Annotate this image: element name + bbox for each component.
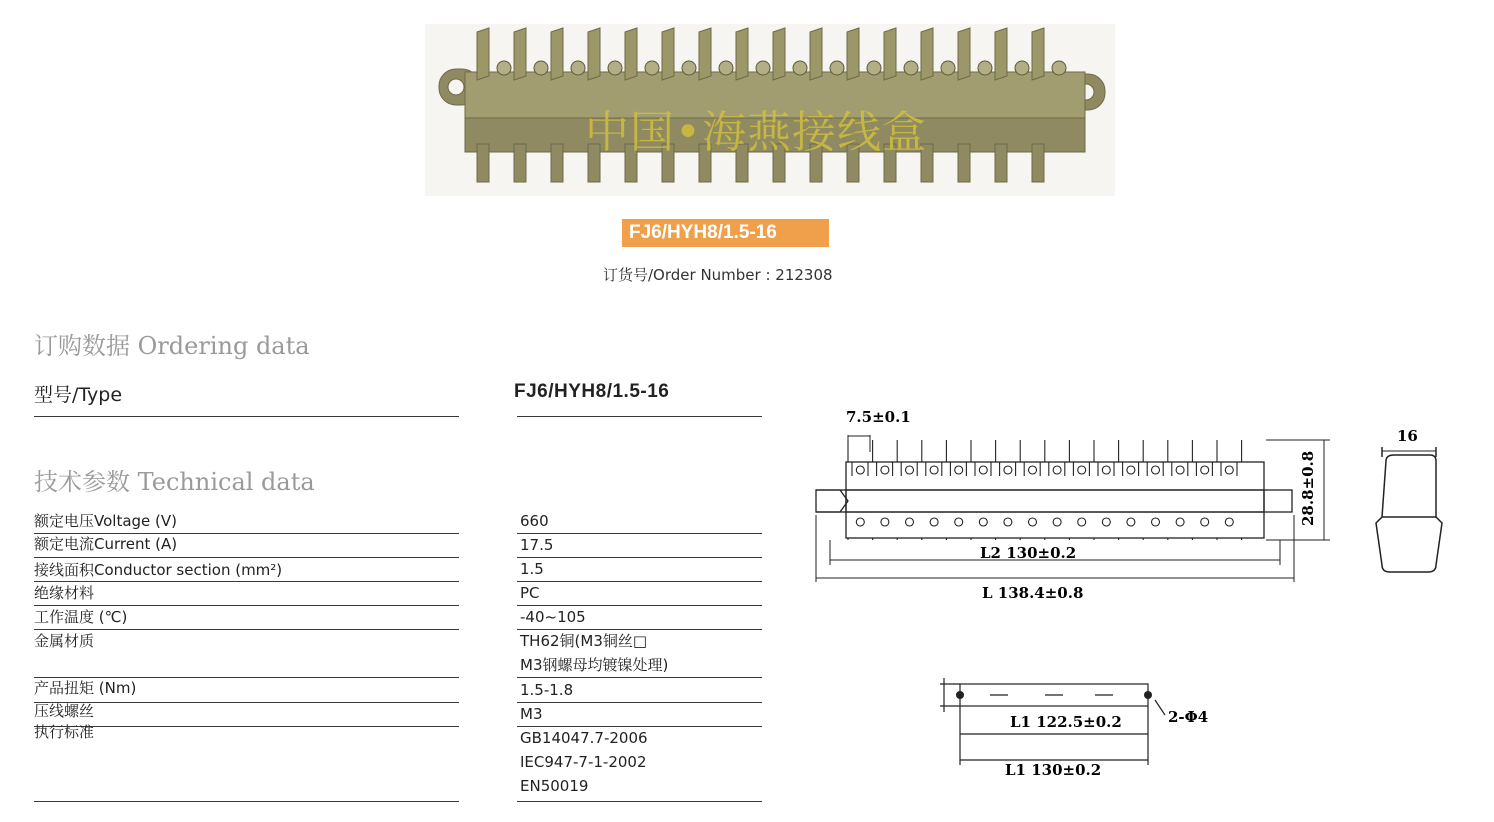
spec-label-temperature: 工作温度 (℃) xyxy=(34,608,128,626)
type-label: 型号/Type xyxy=(34,384,123,406)
spec-value-current: 17.5 xyxy=(520,536,554,554)
spec-value-insulation: PC xyxy=(520,584,540,602)
width-dimension: 16 xyxy=(1397,427,1418,445)
l-dimension: L 138.4±0.8 xyxy=(982,584,1084,602)
divider xyxy=(34,702,459,703)
order-number: 订货号/Order Number : 212308 xyxy=(603,266,833,284)
spec-label-conductor-section: 接线面积Conductor section (mm²) xyxy=(34,561,283,579)
spec-value-metal: TH62铜(M3铜丝□ xyxy=(520,632,648,650)
spec-label-insulation: 绝缘材料 xyxy=(34,584,95,602)
spec-label-metal: 金属材质 xyxy=(34,632,95,650)
divider xyxy=(34,581,459,582)
spec-value-voltage: 660 xyxy=(520,512,549,530)
divider xyxy=(517,702,762,703)
divider xyxy=(34,726,459,727)
divider xyxy=(34,557,459,558)
l1-bottom-dimension: L1 130±0.2 xyxy=(1005,761,1102,779)
divider xyxy=(34,801,459,802)
spec-label-standard: 执行标准 xyxy=(34,723,95,741)
model-badge: FJ6/HYH8/1.5-16 xyxy=(622,219,829,247)
divider xyxy=(517,801,762,802)
spec-value-temperature: -40~105 xyxy=(520,608,586,626)
holes-dimension: 2-Φ4 xyxy=(1168,708,1209,726)
l1-top-dimension: L1 122.5±0.2 xyxy=(1010,713,1122,731)
divider xyxy=(34,629,459,630)
pitch-dimension: 7.5±0.1 xyxy=(846,408,911,426)
technical-data-heading: 技术参数 Technical data xyxy=(34,468,315,496)
spec-value-standard-line2: IEC947-7-1-2002 xyxy=(520,753,647,771)
divider xyxy=(34,416,459,417)
divider xyxy=(517,557,762,558)
spec-value-standard: GB14047.7-2006 xyxy=(520,729,648,747)
spec-label-voltage: 额定电压Voltage (V) xyxy=(34,512,177,530)
spec-label-torque: 产品扭矩 (Nm) xyxy=(34,679,137,697)
divider xyxy=(517,581,762,582)
l2-dimension: L2 130±0.2 xyxy=(980,544,1077,562)
watermark-text: 中国•海燕接线盒 xyxy=(585,107,927,158)
spec-value-standard-line3: EN50019 xyxy=(520,777,589,795)
spec-label-current: 额定电流Current (A) xyxy=(34,535,178,553)
divider xyxy=(517,416,762,417)
dimension-drawing-side xyxy=(1372,425,1448,575)
height-dimension: 28.8±0.8 xyxy=(1299,450,1317,526)
dimension-drawing-bottom xyxy=(930,670,1230,780)
spec-value-conductor-section: 1.5 xyxy=(520,560,544,578)
spec-value-metal-line2: M3钢螺母均镀镍处理) xyxy=(520,656,669,674)
spec-label-screw: 压线螺丝 xyxy=(34,702,95,720)
spec-value-screw: M3 xyxy=(520,705,543,723)
spec-value-torque: 1.5-1.8 xyxy=(520,681,574,699)
ordering-data-heading: 订购数据 Ordering data xyxy=(34,332,310,360)
type-value: FJ6/HYH8/1.5-16 xyxy=(514,381,670,402)
divider xyxy=(517,533,762,534)
dimension-drawing-front xyxy=(810,400,1350,610)
divider xyxy=(34,605,459,606)
